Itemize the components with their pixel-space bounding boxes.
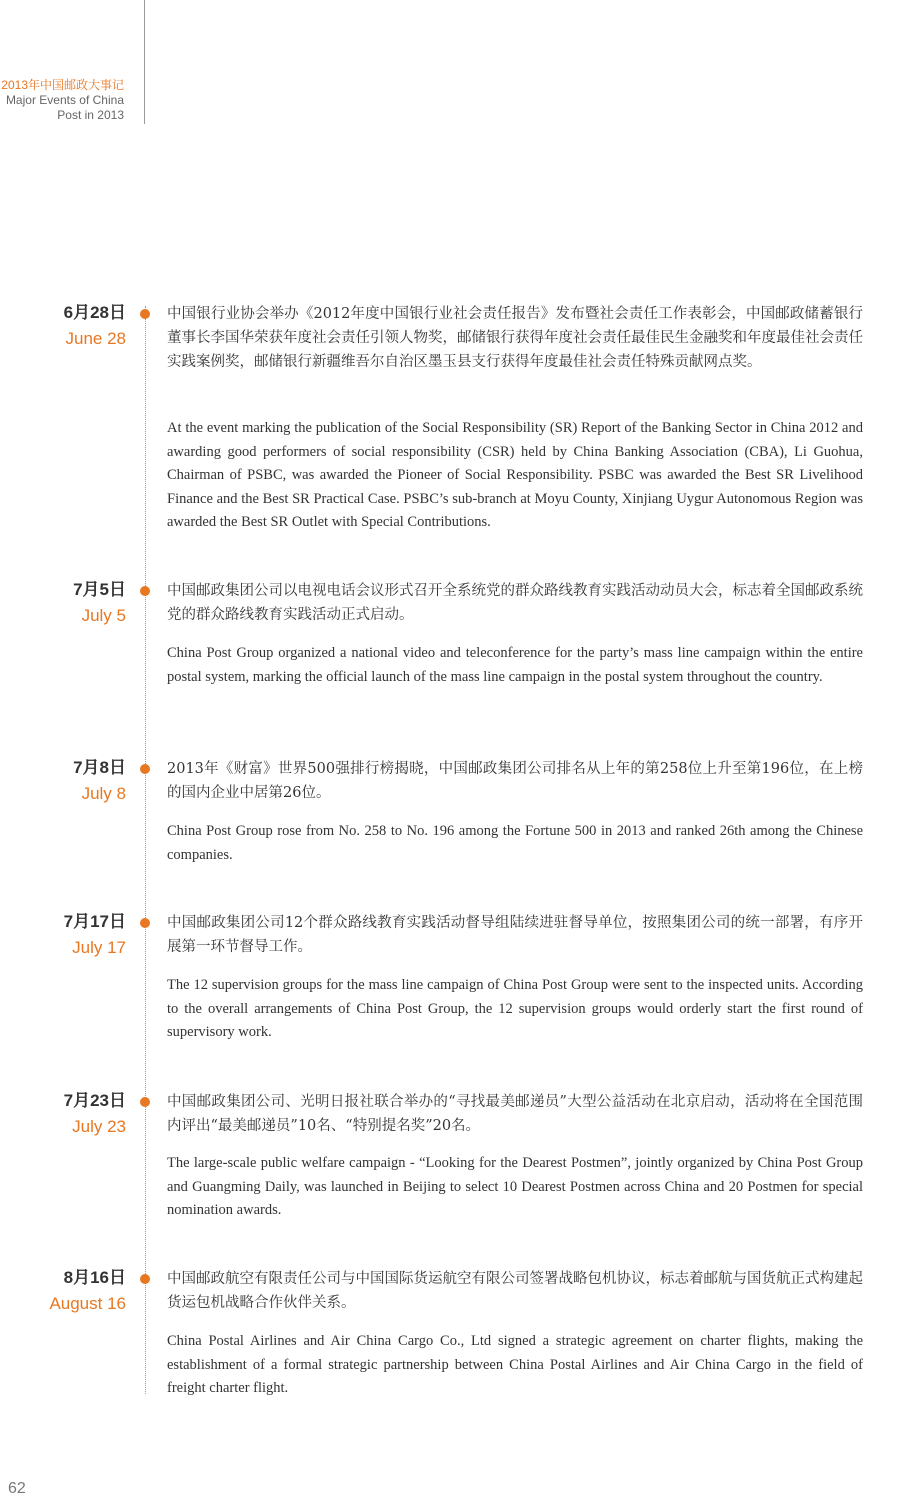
event-text-cn: 中国邮政集团公司、光明日报社联合举办的“寻找最美邮递员”大型公益活动在北京启动，活动将在全国范围内评出“最美邮递员”10名、“特别提名奖”20名。 [167,1094,863,1134]
timeline-line [145,306,146,1394]
event-date-cn: 7月23日 [63,1091,126,1110]
event-text-en: The large-scale public welfare campaign - “Looking for the Dearest Postmen”, jointly organized by China Post Group and Guangming Daily, was launched in Beijing to select 10 Dearest Postmen across China and 20 Postmen for special nomination awards. [167,1155,863,1218]
section-title-en-line2: Post in 2013 [57,108,124,122]
event-date-cn: 7月8日 [73,758,126,777]
timeline-dot-icon [140,586,150,596]
event-date-en: July 5 [81,606,126,625]
event-date-en: July 23 [72,1117,126,1136]
timeline-dot-icon [140,1274,150,1284]
section-header [0,78,124,123]
event-text-en: China Post Group rose from No. 258 to No. 196 among the Fortune 500 in 2013 and ranked 26th among the Chinese companies. [167,823,863,863]
timeline-dot-icon [140,918,150,928]
event-text-cn: 2013年《财富》世界500强排行榜揭晓，中国邮政集团公司排名从上年的第258位上升至第196位，在上榜的国内企业中居第26位。 [167,761,863,801]
timeline-dot-icon [140,764,150,774]
event-date-en: June 28 [65,329,126,348]
event-text-en: China Post Group organized a national video and teleconference for the party’s mass line campaign within the entire postal system, marking the official launch of the mass line campaign in the postal system throughout the country. [167,645,863,685]
event-text-cn: 中国银行业协会举办《2012年度中国银行业社会责任报告》发布暨社会责任工作表彰会，中国邮政储蓄银行董事长李国华荣获年度社会责任引领人物奖，邮储银行获得年度社会责任最佳民生金融奖和年度最佳社会责任实践案例奖，邮储银行新疆维吾尔自治区墨玉县支行获得年度最佳社会责任特殊贡献网点奖。 [167,306,863,370]
event-text-cn: 中国邮政集团公司以电视电话会议形式召开全系统党的群众路线教育实践活动动员大会，标志着全国邮政系统党的群众路线教育实践活动正式启动。 [167,583,863,623]
event-text-en: China Postal Airlines and Air China Cargo Co., Ltd signed a strategic agreement on charter flights, making the establishment of a formal strategic partnership between China Postal Airlines and Air China Cargo in the field of freight charter flight. [167,1333,863,1396]
event-date-cn: 7月17日 [63,912,126,931]
event-text-cn: 中国邮政航空有限责任公司与中国国际货运航空有限公司签署战略包机协议，标志着邮航与国货航正式构建起货运包机战略合作伙伴关系。 [167,1271,863,1311]
event-text-cn: 中国邮政集团公司12个群众路线教育实践活动督导组陆续进驻督导单位，按照集团公司的统一部署，有序开展第一环节督导工作。 [167,915,863,955]
section-title-en-line1: Major Events of China [5,93,124,107]
event-text-en: The 12 supervision groups for the mass line campaign of China Post Group were sent to the inspected units. According to the overall arrangements of China Post Group, the 12 supervision groups would orderly start the first round of supervisory work. [167,977,863,1040]
event-date-en: July 17 [72,938,126,957]
header-divider [144,0,145,124]
event-date-en: July 8 [81,784,126,803]
event-date-cn: 6月28日 [63,303,126,322]
timeline-dot-icon [140,1097,150,1107]
event-date-en: August 16 [49,1294,126,1313]
section-title-cn: 2013年中国邮政大事记 [1,78,124,92]
page-number: 62 [8,1480,26,1497]
event-date-cn: 8月16日 [63,1268,126,1287]
timeline-dot-icon [140,309,150,319]
event-date-cn: 7月5日 [73,580,126,599]
event-text-en: At the event marking the publication of the Social Responsibility (SR) Report of the Banking Sector in China 2012 and awarding good performers of social responsibility (CSR) held by China Banking Association (CBA), Li Guohua, Chairman of PSBC, was awarded the Pioneer of Social Responsibility. PSBC was awarded the Best SR Livelihood Finance and the Best SR Practical Case. PSBC’s sub-branch at Moyu County, Xinjiang Uygur Autonomous Region was awarded the Best SR Outlet with Special Contributions. [167,420,863,530]
